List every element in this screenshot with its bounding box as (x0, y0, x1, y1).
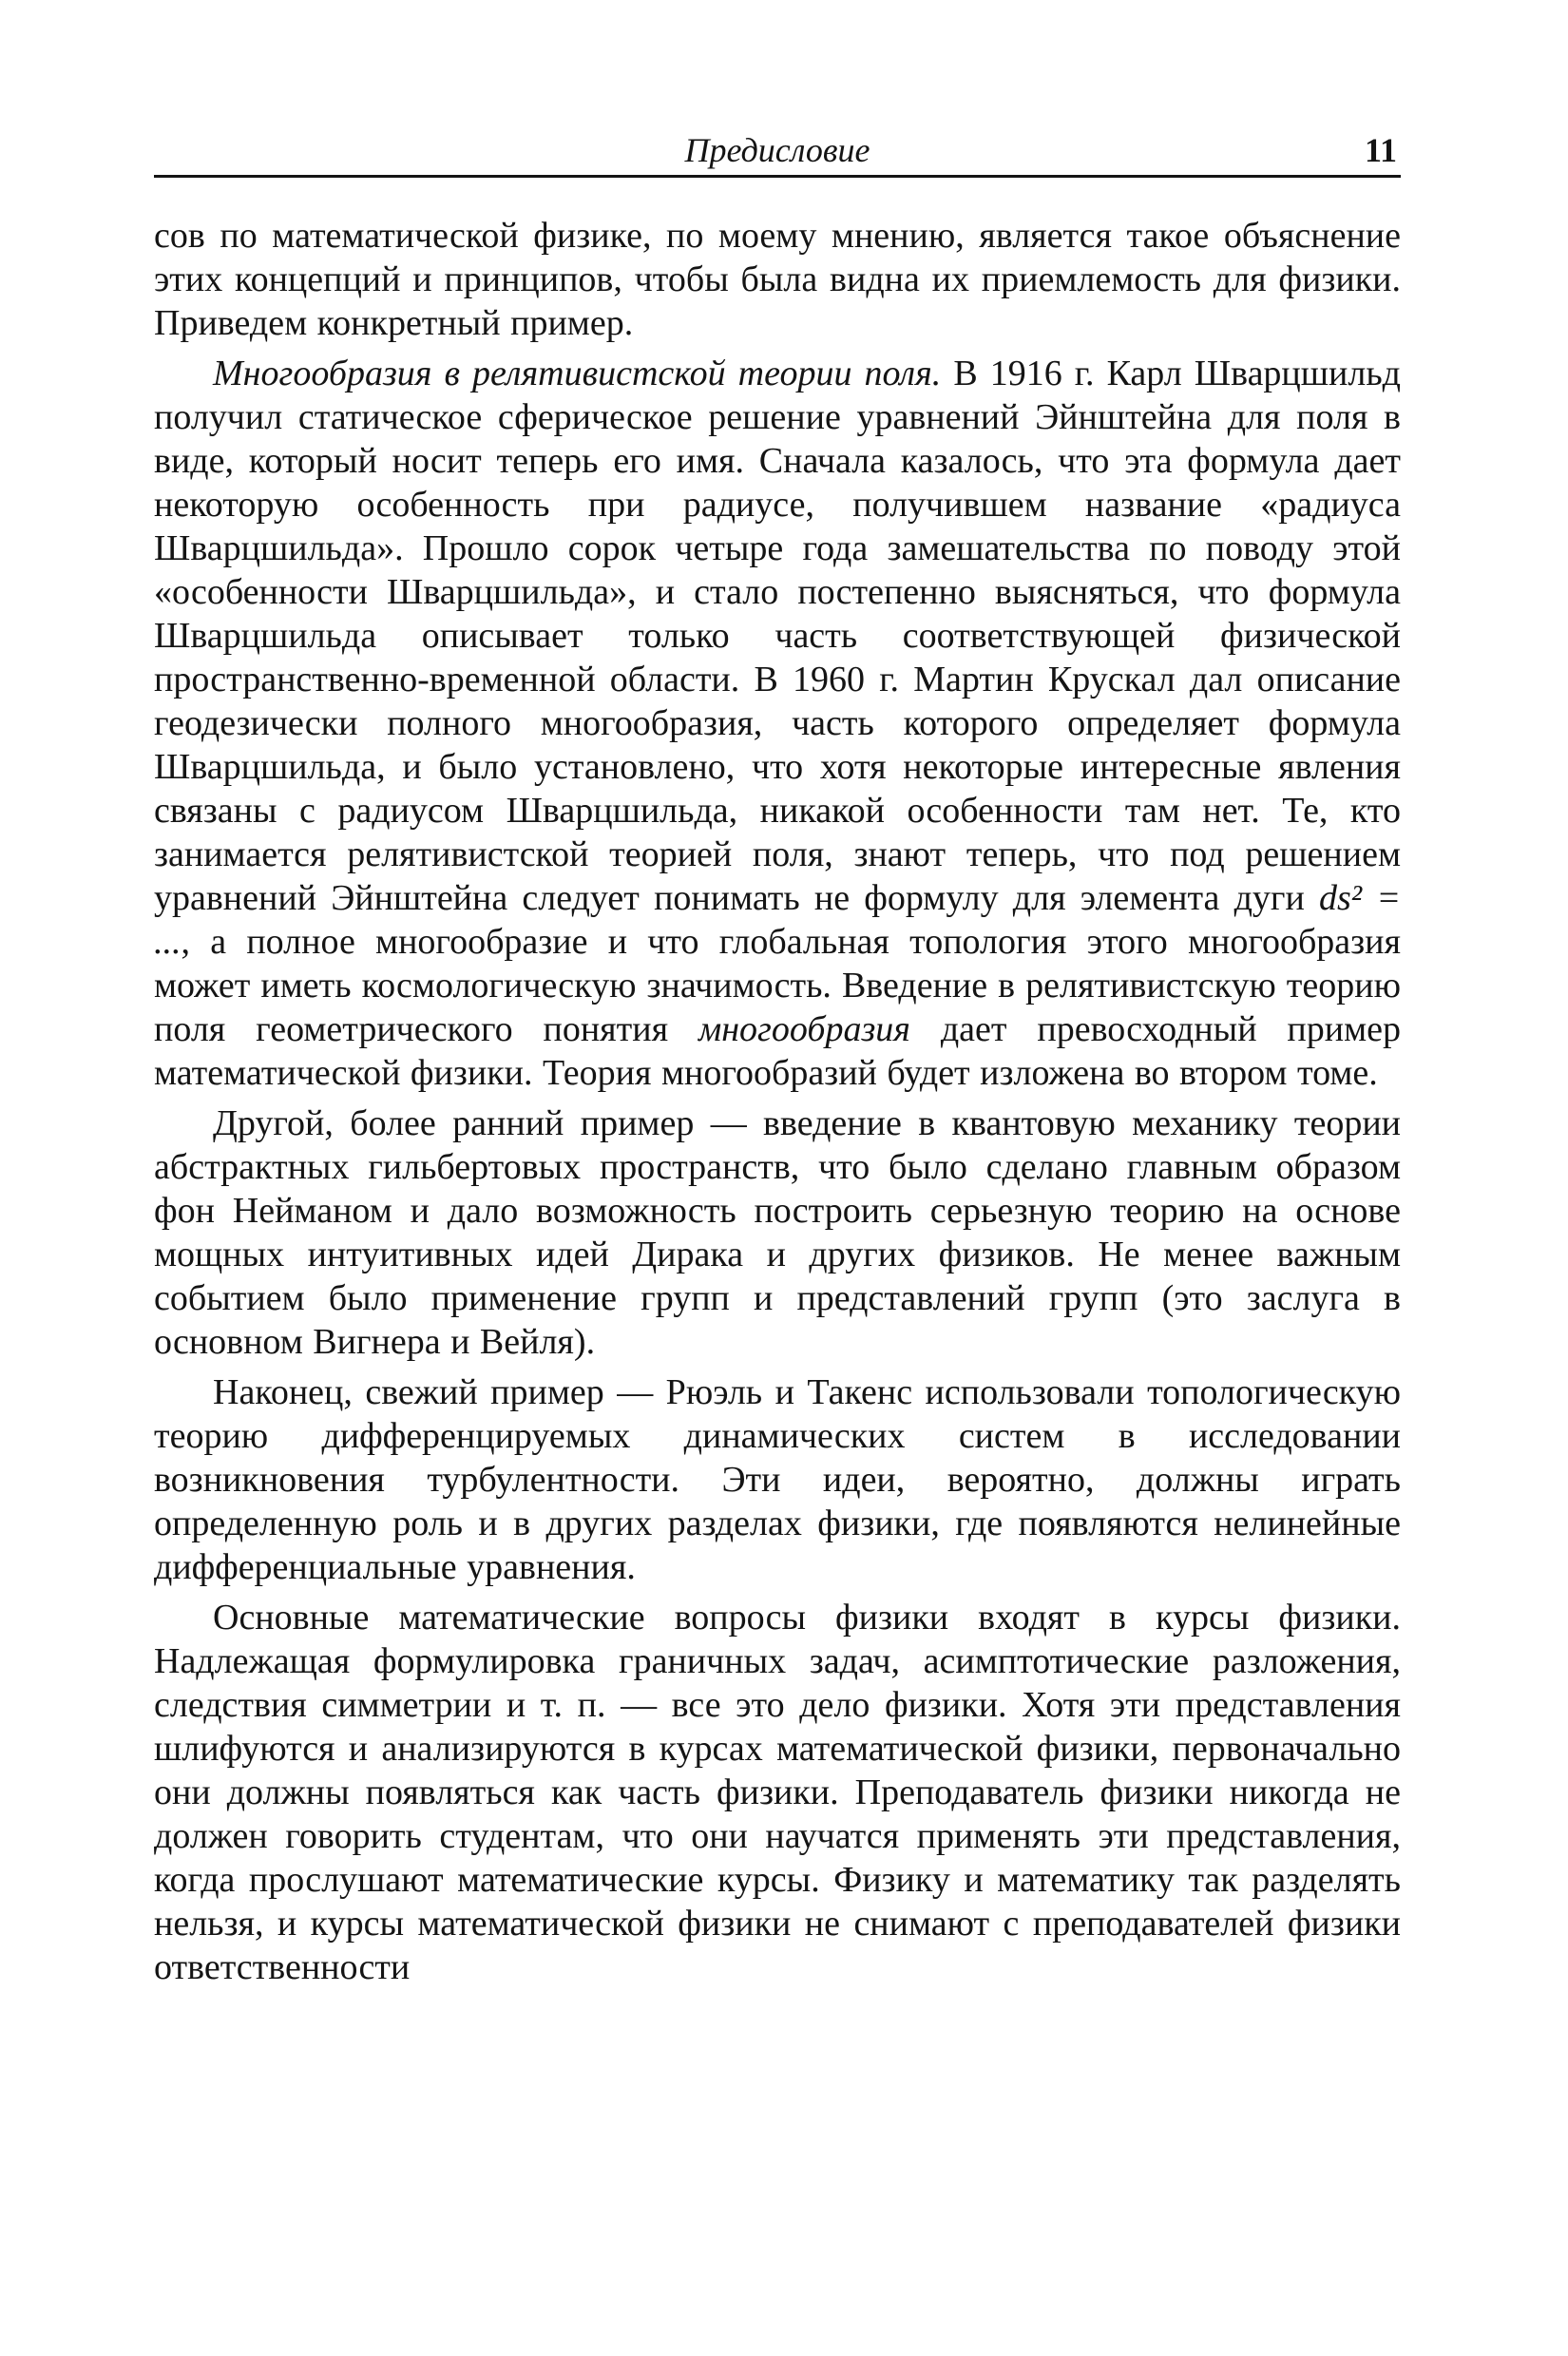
paragraph-continuation (154, 214, 1401, 345)
header-rule (154, 175, 1401, 178)
paragraph-text: Другой, более ранний пример — введение в квантовую механику теории абстрактных гильбертовых пространств, что было сделано главным образом фон Нейманом и дало возможность построить серьезную теорию на основе мощных интуитивных идей Дирака и других физиков. Не менее важным событием было применение групп и представлений групп (это заслуга в основном Вигнера и Вейля). (154, 1103, 1401, 1362)
paragraph-physics-courses (154, 1596, 1401, 1989)
arc-element-formula: ds² = ... (154, 878, 1401, 962)
paragraph-turbulence (154, 1370, 1401, 1589)
paragraph-text: В 1916 г. Карл Шварцшильд получил статическое сферическое решение уравнений Эйнштейна для поля в виде, который носит теперь его имя. Сначала казалось, что эта формула дает некоторую особенность при радиусе, получившем название «радиуса Шварцшильда». Прошло сорок четыре года замешательства по поводу этой «особенности Шварцшильда», и стало постепенно выясняться, что формула Шварцшильда описывает только часть соответствующей физической пространственно-временной области. В 1960 г. Мартин Крускал дал описание геодезически полного многообразия, часть которого определяет формула Шварцшильда, и было установлено, что хотя некоторые интересные явления связаны с радиусом Шварцшильда, никакой особенности там нет. Те, кто занимается релятивистской теорией поля, знают теперь, что под решением уравнений Эйнштейна следует понимать не формулу для элемента дуги (154, 354, 1401, 918)
body-text (154, 214, 1401, 1996)
paragraph-text: дает превосходный пример математической физики. Теория многообразий будет изложена во втором томе. (154, 1009, 1401, 1093)
paragraph-text: Основные математические вопросы физики входят в курсы физики. Надлежащая формулировка граничных задач, асимптотические разложения, следствия симметрии и т. п. — все это дело физики. Хотя эти представления шлифуются и анализируются в курсах математической физики, первоначально они должны появляться как часть физики. Преподаватель физики никогда не должен говорить студентам, что они научатся применять эти представления, когда прослушают математические курсы. Физику и математику так разделять нельзя, и курсы математической физики не снимают с преподавателей физики ответственности (154, 1598, 1401, 1987)
paragraph-text: , а полное многообразие и что глобальная топология этого многообразия может иметь космологическую значимость. Введение в релятивистскую теорию поля геометрического понятия (154, 922, 1401, 1049)
section-run-in-heading: Многообразия в релятивистской теории поля. (213, 354, 942, 393)
paragraph-hilbert-spaces (154, 1101, 1401, 1364)
running-head (154, 129, 1401, 182)
page-number: 11 (1364, 131, 1397, 169)
paragraph-text: сов по математической физике, по моему мнению, является такое объяснение этих концепций и принципов, чтобы была видна их приемлемость для физики. Приведем конкретный пример. (154, 216, 1401, 343)
emphasized-term: многообразия (698, 1009, 910, 1049)
running-head-title: Предисловие (684, 131, 870, 169)
paragraph-text: Наконец, свежий пример — Рюэль и Такенс использовали топологическую теорию дифференцируемых динамических систем в исследовании возникновения турбулентности. Эти идеи, вероятно, должны играть определенную роль и в других разделах физики, где появляются нелинейные дифференциальные уравнения. (154, 1372, 1401, 1587)
paragraph-manifolds (154, 352, 1401, 1095)
